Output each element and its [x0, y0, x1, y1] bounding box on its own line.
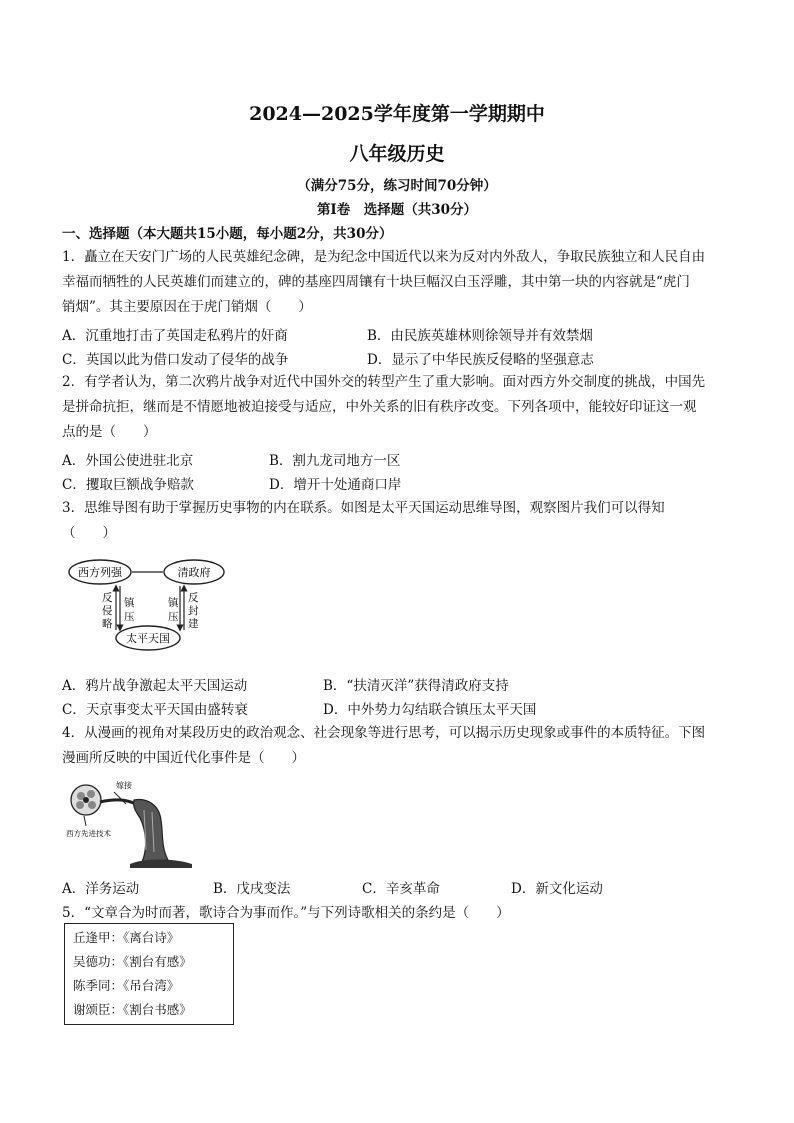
q1-option-d[interactable]: D．显示了中华民族反侵略的坚强意志: [367, 352, 594, 368]
label-ya-right: 压: [168, 611, 179, 623]
label-ya-left: 压: [124, 611, 135, 623]
question-2: [62, 370, 734, 444]
question-4: [62, 721, 734, 771]
cartoon-bottom-label: 西方先进技术: [66, 829, 111, 838]
q1-option-c[interactable]: C．英国以此为借口发动了侵华的战争: [62, 352, 289, 368]
question-4-line-1: 4．从漫画的视角对某段历史的政治观念、社会现象等进行思考，可以揭示历史现象或事件的本质特征。下图: [62, 725, 706, 741]
question-3-line-2: （ ）: [62, 524, 116, 541]
q4-option-c[interactable]: C．辛亥革命: [362, 881, 440, 897]
flower-center-icon: [83, 797, 89, 803]
label-pointer-line: [84, 816, 86, 826]
old-tree-trunk-icon: [133, 800, 168, 862]
exam-title: 2024—2025学年度第一学期期中: [249, 103, 545, 125]
question-3-line-1: 3．思维导图有助于掌握历史事物的内在联系。如图是太平天国运动思维导图，观察图片我们可以得知: [62, 500, 665, 516]
poem-line-4: 谢颂臣：《割台书感》: [73, 1002, 192, 1017]
west-node-label: 西方列强: [78, 566, 122, 579]
label-zhen-right: 镇: [168, 597, 179, 609]
label-qin: 侵: [102, 605, 113, 617]
qing-node-label: 清政府: [177, 566, 211, 579]
question-2-line-2: 是拼命抗拒，继而是不情愿地被迫接受与适应，中外关系的旧有秩序改变。下列各项中，能较好印证这一观: [62, 398, 697, 415]
q2-option-d[interactable]: D．增开十处通商口岸: [269, 477, 402, 493]
question-1: [62, 245, 734, 319]
flower-petal-icon: [76, 801, 84, 809]
q4-option-d[interactable]: D．新文化运动: [511, 881, 603, 897]
cartoon-top-label: 嫁接: [116, 781, 132, 790]
question-2-line-1: 2．有学者认为，第二次鸦片战争对近代中国外交的转型产生了重大影响。面对西方外交制度的挑战，中国先: [62, 374, 706, 390]
q4-option-a[interactable]: A．洋务运动: [62, 881, 140, 897]
exam-meta: （满分75分，练习时间70分钟）: [297, 178, 497, 194]
question-3: [62, 496, 734, 546]
question-1-line-1: 1．矗立在天安门广场的人民英雄纪念碑，是为纪念中国近代以来为反对内外敌人，争取民族独立和人民自由: [62, 249, 706, 265]
q1-option-b[interactable]: B．由民族英雄林则徐领导并有效禁烟: [367, 328, 593, 344]
q1-option-a[interactable]: A．沉重地打击了英国走私鸦片的奸商: [62, 328, 288, 344]
q2-option-a[interactable]: A．外国公使进驻北京: [62, 453, 194, 469]
q3-option-a[interactable]: A．鸦片战争激起太平天国运动: [62, 678, 248, 694]
q3-option-c[interactable]: C．天京事变太平天国由盛转衰: [62, 702, 248, 718]
q3-option-d[interactable]: D．中外势力勾结联合镇压太平天国: [323, 702, 537, 718]
poem-line-2: 吴德功：《割台有感》: [73, 954, 192, 969]
q3-option-b[interactable]: B．“扶清灭洋”获得清政府支持: [323, 678, 509, 694]
question-2-line-3: 点的是（ ）: [62, 423, 157, 440]
label-pointer-line: [114, 792, 126, 804]
question-5: 5．“文章合为时而著，歌诗合为事而作。”与下列诗歌相关的条约是（ ）: [62, 905, 510, 921]
question-4-line-2: 漫画所反映的中国近代化事件是（ ）: [62, 749, 305, 766]
label-zhen-left: 镇: [124, 597, 135, 609]
label-feng: 封: [188, 605, 199, 617]
flower-petal-icon: [87, 790, 95, 798]
exam-subtitle: 八年级历史: [349, 143, 445, 165]
q2-option-b[interactable]: B．割九龙司地方一区: [269, 453, 401, 469]
poem-line-1: 丘逢甲：《离台诗》: [73, 930, 180, 945]
taiping-node-label: 太平天国: [126, 632, 170, 645]
poem-line-3: 陈季同：《吊台湾》: [73, 978, 180, 993]
label-fan-right: 反: [188, 592, 199, 604]
label-jian: 建: [188, 618, 199, 630]
volume-heading: 第Ⅰ卷 选择题（共30分）: [316, 202, 478, 218]
question-1-line-2: 幸福而牺牲的人民英雄们而建立的，碑的基座四周镶有十块巨幅汉白玉浮雕，其中第一块的内容就是“虎门: [62, 273, 690, 290]
label-fan: 反: [102, 592, 113, 604]
grafting-cartoon: [64, 770, 194, 870]
q2-option-c[interactable]: C．攫取巨额战争赔款: [62, 477, 194, 493]
section-heading: 一、选择题（本大题共15小题，每小题2分，共30分）: [62, 226, 393, 242]
flower-petal-icon: [88, 801, 96, 809]
ground-icon: [130, 860, 192, 869]
taiping-mind-map: [66, 556, 256, 656]
question-1-line-3: 销烟”。其主要原因在于虎门销烟（ ）: [62, 298, 312, 315]
q4-option-b[interactable]: B．戊戌变法: [213, 881, 291, 897]
poem-list-box: [64, 923, 234, 1025]
label-lve: 略: [102, 618, 113, 630]
